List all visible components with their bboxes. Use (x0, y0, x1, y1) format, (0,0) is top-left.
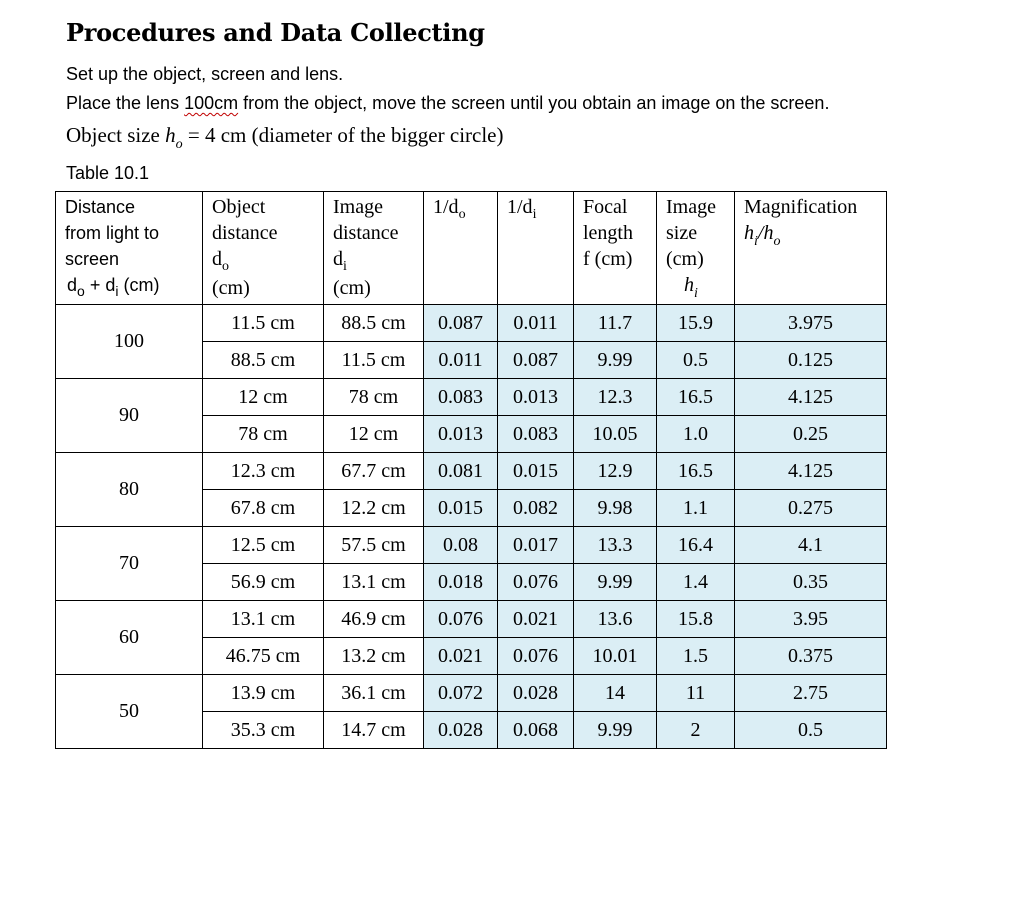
object-distance-cell: 46.75 cm (203, 638, 324, 675)
table-header-row (56, 192, 887, 305)
instruction-text: from the object, move the screen until you obtain an image on the screen. (238, 93, 830, 113)
header-unit: (cm) (333, 277, 371, 299)
instruction-place-lens (66, 93, 829, 114)
formula-sub: i (115, 283, 119, 299)
header-line: Focal (583, 196, 628, 218)
object-size-variable: h (165, 123, 176, 147)
image-distance-cell: 13.2 cm (324, 638, 424, 675)
instruction-text: Place the lens (66, 93, 185, 113)
object-distance-cell: 35.3 cm (203, 712, 324, 749)
focal-length-cell: 13.6 (574, 601, 657, 638)
focal-length-cell: 11.7 (574, 305, 657, 342)
image-distance-cell: 67.7 cm (324, 453, 424, 490)
symbol-sub: o (458, 207, 466, 222)
image-size-cell: 16.4 (657, 527, 735, 564)
header-line: distance (333, 222, 399, 244)
header-inverse-object-distance (424, 192, 498, 305)
magnification-cell: 0.35 (735, 564, 887, 601)
inverse-image-distance-cell: 0.017 (498, 527, 574, 564)
image-distance-cell: 36.1 cm (324, 675, 424, 712)
magnification-cell: 3.95 (735, 601, 887, 638)
header-inverse-image-distance (498, 192, 574, 305)
table-row (56, 527, 887, 564)
header-distance (56, 192, 203, 305)
image-size-cell: 1.0 (657, 416, 735, 453)
distance-cell: 90 (56, 379, 203, 453)
inverse-image-distance-cell: 0.015 (498, 453, 574, 490)
symbol: /h (757, 222, 774, 244)
focal-length-cell: 9.99 (574, 342, 657, 379)
header-symbol (333, 246, 417, 275)
symbol: 1/d (507, 196, 533, 218)
header-focal-length (574, 192, 657, 305)
object-distance-cell: 11.5 cm (203, 305, 324, 342)
focal-length-cell: 9.99 (574, 564, 657, 601)
image-distance-cell: 11.5 cm (324, 342, 424, 379)
formula-sub: o (77, 283, 85, 299)
header-line: Image (333, 196, 383, 218)
inverse-object-distance-cell: 0.013 (424, 416, 498, 453)
inverse-object-distance-cell: 0.072 (424, 675, 498, 712)
image-size-cell: 11 (657, 675, 735, 712)
spellcheck-underlined-text: 100cm (184, 93, 239, 113)
inverse-object-distance-cell: 0.083 (424, 379, 498, 416)
symbol: h (684, 274, 694, 296)
image-size-cell: 0.5 (657, 342, 735, 379)
object-distance-cell: 78 cm (203, 416, 324, 453)
symbol: d (333, 248, 343, 270)
magnification-cell: 0.375 (735, 638, 887, 675)
header-magnification (735, 192, 887, 305)
header-line: Image (666, 196, 716, 218)
table-row (56, 675, 887, 712)
inverse-image-distance-cell: 0.082 (498, 490, 574, 527)
table-row (56, 601, 887, 638)
object-distance-cell: 13.1 cm (203, 601, 324, 638)
object-distance-cell: 12.5 cm (203, 527, 324, 564)
inverse-object-distance-cell: 0.011 (424, 342, 498, 379)
inverse-object-distance-cell: 0.076 (424, 601, 498, 638)
table-body (56, 305, 887, 749)
magnification-cell: 0.125 (735, 342, 887, 379)
symbol-sub: o (222, 259, 229, 274)
inverse-image-distance-cell: 0.013 (498, 379, 574, 416)
focal-length-cell: 13.3 (574, 527, 657, 564)
header-line: Magnification (744, 196, 858, 218)
image-distance-cell: 14.7 cm (324, 712, 424, 749)
inverse-image-distance-cell: 0.087 (498, 342, 574, 379)
table-row (56, 305, 887, 342)
distance-cell: 80 (56, 453, 203, 527)
magnification-cell: 4.1 (735, 527, 887, 564)
instruction-setup: Set up the object, screen and lens. (66, 64, 344, 84)
header-line: from light to (65, 223, 160, 243)
symbol: 1/d (433, 196, 459, 218)
image-distance-cell: 12 cm (324, 416, 424, 453)
header-line: Object (212, 196, 266, 218)
object-distance-cell: 13.9 cm (203, 675, 324, 712)
image-size-cell: 16.5 (657, 453, 735, 490)
focal-length-cell: 12.3 (574, 379, 657, 416)
formula-part: + d (84, 275, 116, 295)
object-size-subscript: o (175, 137, 183, 152)
image-distance-cell: 12.2 cm (324, 490, 424, 527)
object-size-value: = 4 cm (diameter of the bigger circle) (182, 123, 504, 147)
inverse-image-distance-cell: 0.068 (498, 712, 574, 749)
magnification-cell: 2.75 (735, 675, 887, 712)
object-size-line (66, 123, 504, 152)
header-symbol (744, 220, 880, 249)
inverse-image-distance-cell: 0.076 (498, 564, 574, 601)
object-size-label: Object size (66, 123, 166, 147)
symbol-sub: i (532, 207, 537, 222)
magnification-cell: 4.125 (735, 379, 887, 416)
object-distance-cell: 56.9 cm (203, 564, 324, 601)
distance-cell: 70 (56, 527, 203, 601)
inverse-image-distance-cell: 0.083 (498, 416, 574, 453)
image-distance-cell: 78 cm (324, 379, 424, 416)
header-line: screen (65, 249, 120, 269)
image-distance-cell: 88.5 cm (324, 305, 424, 342)
inverse-object-distance-cell: 0.015 (424, 490, 498, 527)
inverse-image-distance-cell: 0.028 (498, 675, 574, 712)
header-image-distance (324, 192, 424, 305)
inverse-object-distance-cell: 0.087 (424, 305, 498, 342)
object-distance-cell: 12 cm (203, 379, 324, 416)
magnification-cell: 4.125 (735, 453, 887, 490)
distance-cell: 50 (56, 675, 203, 749)
inverse-object-distance-cell: 0.081 (424, 453, 498, 490)
header-line: length (583, 222, 633, 244)
symbol-sub: o (773, 234, 781, 249)
focal-length-cell: 14 (574, 675, 657, 712)
header-line: (cm) (666, 248, 704, 270)
symbol-sub: i (754, 234, 758, 249)
header-line: Distance (65, 197, 136, 217)
object-distance-cell: 67.8 cm (203, 490, 324, 527)
image-size-cell: 1.5 (657, 638, 735, 675)
page-title: Procedures and Data Collecting (66, 18, 485, 47)
table-row (56, 453, 887, 490)
header-symbol (212, 246, 317, 275)
inverse-object-distance-cell: 0.028 (424, 712, 498, 749)
image-size-cell: 1.1 (657, 490, 735, 527)
header-line: size (666, 222, 698, 244)
symbol-sub: i (694, 286, 698, 301)
focal-length-cell: 9.98 (574, 490, 657, 527)
object-distance-cell: 88.5 cm (203, 342, 324, 379)
inverse-image-distance-cell: 0.021 (498, 601, 574, 638)
focal-length-cell: 9.99 (574, 712, 657, 749)
header-unit: (cm) (212, 277, 250, 299)
header-image-size (657, 192, 735, 305)
image-size-cell: 2 (657, 712, 735, 749)
distance-cell: 100 (56, 305, 203, 379)
magnification-cell: 3.975 (735, 305, 887, 342)
focal-length-cell: 10.05 (574, 416, 657, 453)
object-distance-cell: 12.3 cm (203, 453, 324, 490)
image-size-cell: 16.5 (657, 379, 735, 416)
table-caption: Table 10.1 (66, 163, 150, 183)
focal-length-cell: 12.9 (574, 453, 657, 490)
header-formula (65, 272, 196, 299)
magnification-cell: 0.5 (735, 712, 887, 749)
formula-unit: (cm) (118, 275, 160, 295)
image-distance-cell: 57.5 cm (324, 527, 424, 564)
inverse-image-distance-cell: 0.076 (498, 638, 574, 675)
symbol: h (744, 222, 754, 244)
inverse-object-distance-cell: 0.021 (424, 638, 498, 675)
magnification-cell: 0.275 (735, 490, 887, 527)
symbol-sub: i (343, 259, 347, 274)
header-symbol (666, 272, 728, 301)
image-size-cell: 15.9 (657, 305, 735, 342)
formula-part: d (67, 275, 78, 295)
inverse-object-distance-cell: 0.08 (424, 527, 498, 564)
inverse-image-distance-cell: 0.011 (498, 305, 574, 342)
table-row (56, 379, 887, 416)
focal-length-cell: 10.01 (574, 638, 657, 675)
header-object-distance (203, 192, 324, 305)
magnification-cell: 0.25 (735, 416, 887, 453)
image-distance-cell: 13.1 cm (324, 564, 424, 601)
image-size-cell: 15.8 (657, 601, 735, 638)
symbol: d (212, 248, 222, 270)
header-line: f (cm) (583, 248, 633, 270)
image-distance-cell: 46.9 cm (324, 601, 424, 638)
distance-cell: 60 (56, 601, 203, 675)
data-table (55, 191, 887, 749)
header-line: distance (212, 222, 278, 244)
image-size-cell: 1.4 (657, 564, 735, 601)
inverse-object-distance-cell: 0.018 (424, 564, 498, 601)
